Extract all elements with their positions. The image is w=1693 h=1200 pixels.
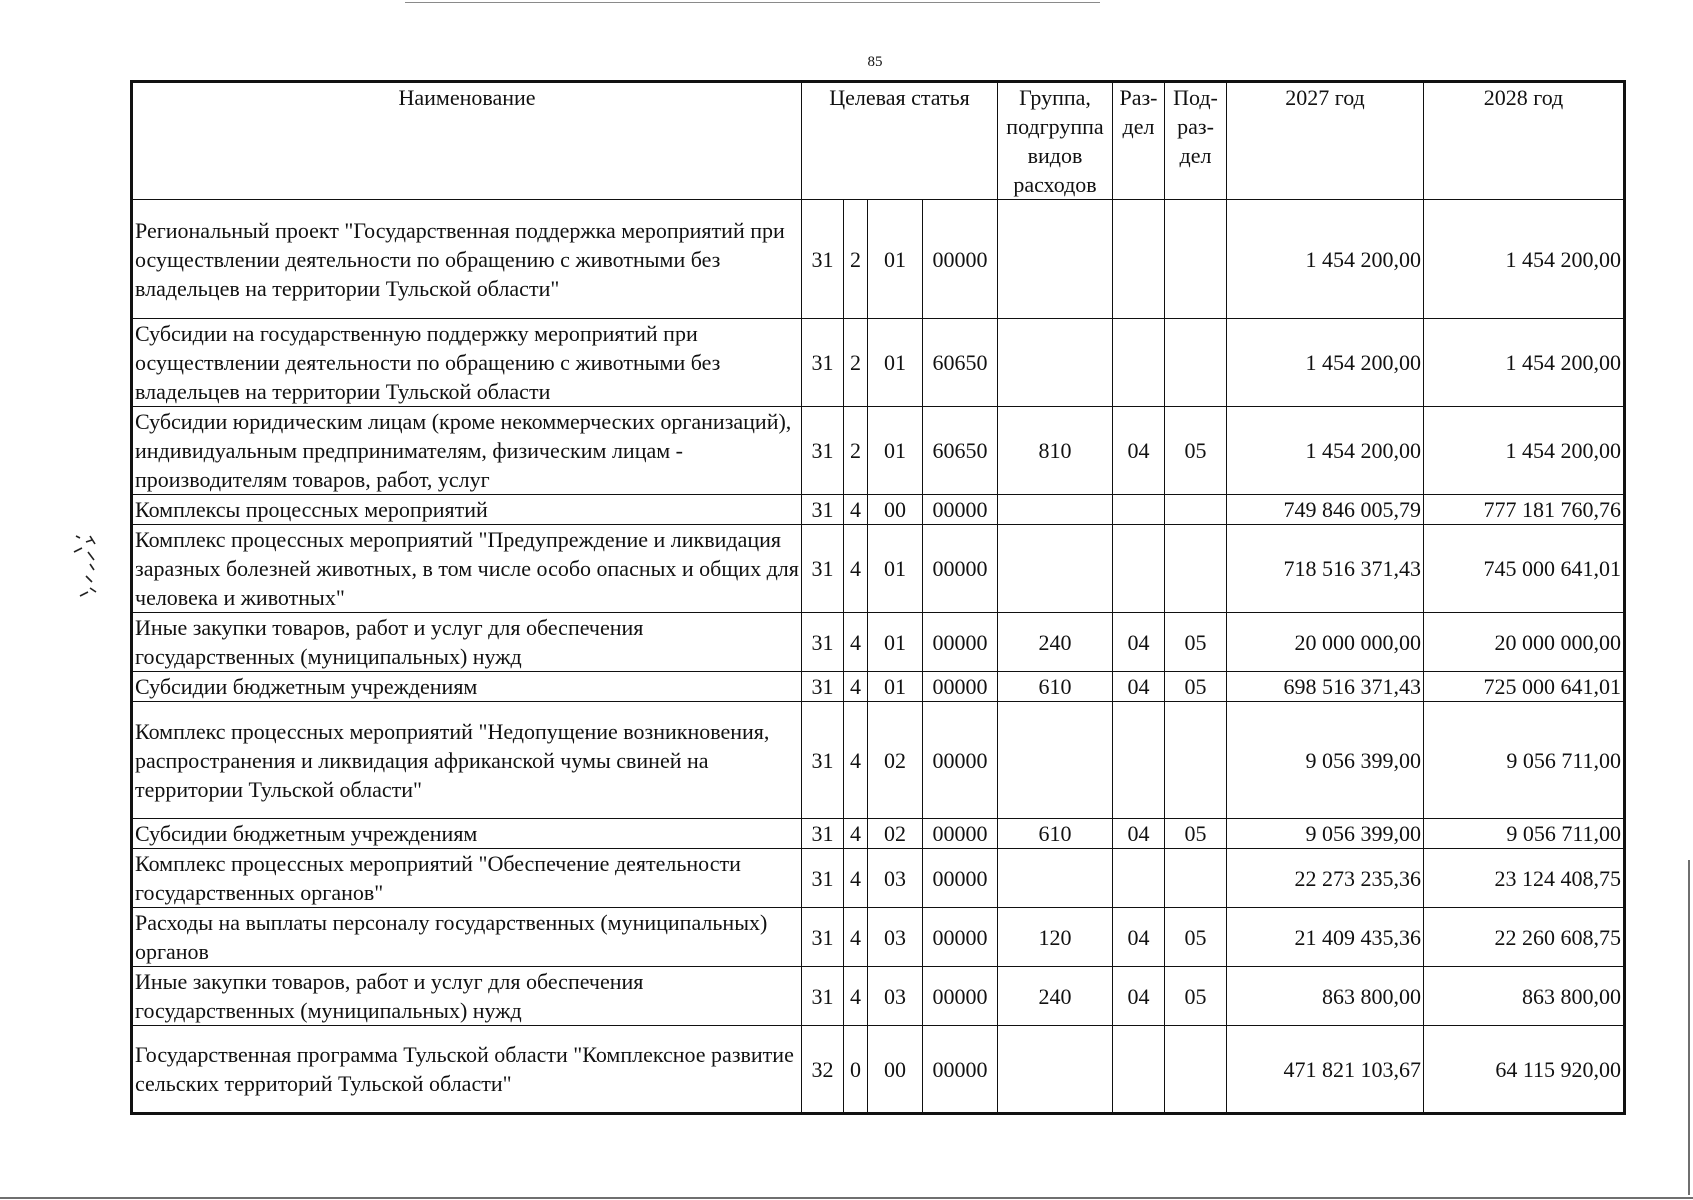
row-value-2027: 471 821 103,67	[1227, 1026, 1424, 1114]
row-group: 240	[998, 613, 1113, 672]
row-code-program: 31	[802, 525, 844, 613]
row-code-event: 02	[868, 819, 923, 849]
header-2027: 2027 год	[1227, 82, 1424, 200]
table-row	[132, 702, 1625, 819]
row-group	[998, 702, 1113, 819]
row-name: Субсидии на государственную поддержку мероприятий при осуществлении деятельности по обращению с животными без владельцев на территории Тульской области	[132, 319, 802, 407]
budget-table	[130, 80, 1626, 1115]
row-code-subprogram: 4	[844, 495, 868, 525]
row-name: Субсидии юридическим лицам (кроме некоммерческих организаций), индивидуальным предпринимателям, физическим лицам - производителям товаров, работ, услуг	[132, 407, 802, 495]
row-code-program: 31	[802, 200, 844, 319]
row-code-direction: 00000	[923, 525, 998, 613]
row-code-program: 31	[802, 613, 844, 672]
row-name: Иные закупки товаров, работ и услуг для обеспечения государственных (муниципальных) нужд	[132, 967, 802, 1026]
row-subsection	[1165, 1026, 1227, 1114]
row-code-program: 31	[802, 967, 844, 1026]
table-row	[132, 407, 1625, 495]
row-code-event: 01	[868, 407, 923, 495]
row-code-subprogram: 2	[844, 407, 868, 495]
row-section	[1113, 525, 1165, 613]
row-subsection: 05	[1165, 819, 1227, 849]
row-code-subprogram: 4	[844, 967, 868, 1026]
row-value-2028: 20 000 000,00	[1424, 613, 1625, 672]
row-code-event: 01	[868, 525, 923, 613]
row-value-2028: 1 454 200,00	[1424, 407, 1625, 495]
header-name: Наименование	[132, 82, 802, 200]
row-value-2028: 9 056 711,00	[1424, 702, 1625, 819]
row-code-program: 31	[802, 702, 844, 819]
row-code-event: 01	[868, 672, 923, 702]
row-code-direction: 00000	[923, 200, 998, 319]
row-code-subprogram: 4	[844, 908, 868, 967]
row-group: 610	[998, 819, 1113, 849]
row-code-direction: 00000	[923, 849, 998, 908]
header-group: Группа, подгруппа видов расходов	[998, 82, 1113, 200]
row-group	[998, 495, 1113, 525]
row-name: Субсидии бюджетным учреждениям	[132, 819, 802, 849]
table-row	[132, 319, 1625, 407]
row-code-direction: 00000	[923, 672, 998, 702]
scan-bottom-line	[0, 1197, 1693, 1199]
header-row	[132, 82, 1625, 200]
row-value-2028: 1 454 200,00	[1424, 200, 1625, 319]
row-name: Комплекс процессных мероприятий "Недопущение возникновения, распространения и ликвидация африканской чумы свиней на территории Тульской области"	[132, 702, 802, 819]
row-group	[998, 525, 1113, 613]
row-code-subprogram: 4	[844, 672, 868, 702]
scan-right-line	[1688, 860, 1690, 1195]
row-subsection	[1165, 702, 1227, 819]
row-value-2028: 9 056 711,00	[1424, 819, 1625, 849]
row-code-direction: 60650	[923, 319, 998, 407]
row-code-event: 03	[868, 849, 923, 908]
row-subsection: 05	[1165, 672, 1227, 702]
row-value-2027: 718 516 371,43	[1227, 525, 1424, 613]
row-value-2027: 20 000 000,00	[1227, 613, 1424, 672]
table-row	[132, 908, 1625, 967]
row-code-program: 31	[802, 908, 844, 967]
row-code-program: 32	[802, 1026, 844, 1114]
row-code-direction: 00000	[923, 967, 998, 1026]
row-code-subprogram: 2	[844, 200, 868, 319]
table-row	[132, 200, 1625, 319]
row-name: Субсидии бюджетным учреждениям	[132, 672, 802, 702]
header-section: Раз-дел	[1113, 82, 1165, 200]
row-subsection: 05	[1165, 613, 1227, 672]
row-value-2027: 1 454 200,00	[1227, 319, 1424, 407]
row-code-direction: 00000	[923, 702, 998, 819]
row-code-event: 02	[868, 702, 923, 819]
row-code-event: 00	[868, 495, 923, 525]
row-value-2027: 1 454 200,00	[1227, 407, 1424, 495]
row-value-2027: 1 454 200,00	[1227, 200, 1424, 319]
row-code-program: 31	[802, 407, 844, 495]
row-code-event: 03	[868, 967, 923, 1026]
row-subsection	[1165, 525, 1227, 613]
row-subsection	[1165, 495, 1227, 525]
row-subsection: 05	[1165, 407, 1227, 495]
margin-pen-marks	[62, 530, 122, 620]
row-name: Комплексы процессных мероприятий	[132, 495, 802, 525]
row-code-direction: 00000	[923, 1026, 998, 1114]
row-value-2027: 698 516 371,43	[1227, 672, 1424, 702]
header-subsection: Под-раз-дел	[1165, 82, 1227, 200]
table-row	[132, 672, 1625, 702]
row-subsection: 05	[1165, 967, 1227, 1026]
row-code-subprogram: 0	[844, 1026, 868, 1114]
row-code-event: 01	[868, 613, 923, 672]
row-code-direction: 00000	[923, 908, 998, 967]
row-section	[1113, 495, 1165, 525]
table-row	[132, 819, 1625, 849]
row-section: 04	[1113, 908, 1165, 967]
row-code-subprogram: 4	[844, 525, 868, 613]
row-code-direction: 00000	[923, 613, 998, 672]
row-value-2028: 22 260 608,75	[1424, 908, 1625, 967]
row-section: 04	[1113, 613, 1165, 672]
row-name: Государственная программа Тульской области "Комплексное развитие сельских территорий Тульской области"	[132, 1026, 802, 1114]
row-value-2027: 9 056 399,00	[1227, 819, 1424, 849]
table-row	[132, 849, 1625, 908]
row-code-direction: 60650	[923, 407, 998, 495]
row-value-2028: 1 454 200,00	[1424, 319, 1625, 407]
row-value-2028: 725 000 641,01	[1424, 672, 1625, 702]
row-subsection: 05	[1165, 908, 1227, 967]
row-code-program: 31	[802, 672, 844, 702]
table-row	[132, 525, 1625, 613]
row-value-2027: 9 056 399,00	[1227, 702, 1424, 819]
row-group	[998, 1026, 1113, 1114]
row-section	[1113, 702, 1165, 819]
row-section: 04	[1113, 407, 1165, 495]
row-code-subprogram: 4	[844, 613, 868, 672]
row-group: 810	[998, 407, 1113, 495]
row-value-2027: 749 846 005,79	[1227, 495, 1424, 525]
row-value-2027: 22 273 235,36	[1227, 849, 1424, 908]
row-code-program: 31	[802, 819, 844, 849]
row-code-subprogram: 4	[844, 702, 868, 819]
row-group	[998, 849, 1113, 908]
row-section: 04	[1113, 967, 1165, 1026]
row-code-event: 01	[868, 200, 923, 319]
row-code-program: 31	[802, 495, 844, 525]
row-code-subprogram: 2	[844, 319, 868, 407]
row-name: Иные закупки товаров, работ и услуг для обеспечения государственных (муниципальных) нужд	[132, 613, 802, 672]
row-name: Региональный проект "Государственная поддержка мероприятий при осуществлении деятельности по обращению с животными без владельцев на территории Тульской области"	[132, 200, 802, 319]
table-row	[132, 967, 1625, 1026]
page-number: 85	[867, 54, 883, 70]
row-value-2028: 23 124 408,75	[1424, 849, 1625, 908]
row-group: 120	[998, 908, 1113, 967]
row-value-2028: 64 115 920,00	[1424, 1026, 1625, 1114]
table-row	[132, 613, 1625, 672]
row-group	[998, 200, 1113, 319]
row-subsection	[1165, 319, 1227, 407]
row-section	[1113, 1026, 1165, 1114]
row-code-subprogram: 4	[844, 849, 868, 908]
row-section: 04	[1113, 672, 1165, 702]
row-group	[998, 319, 1113, 407]
row-value-2027: 21 409 435,36	[1227, 908, 1424, 967]
table-row	[132, 495, 1625, 525]
row-code-subprogram: 4	[844, 819, 868, 849]
scan-top-line	[405, 2, 1100, 3]
row-group: 610	[998, 672, 1113, 702]
row-code-event: 01	[868, 319, 923, 407]
row-section	[1113, 319, 1165, 407]
row-name: Комплекс процессных мероприятий "Предупреждение и ликвидация заразных болезней животных, в том числе особо опасных и общих для человека и животных"	[132, 525, 802, 613]
row-name: Комплекс процессных мероприятий "Обеспечение деятельности государственных органов"	[132, 849, 802, 908]
row-value-2028: 863 800,00	[1424, 967, 1625, 1026]
row-subsection	[1165, 849, 1227, 908]
row-value-2027: 863 800,00	[1227, 967, 1424, 1026]
row-value-2028: 745 000 641,01	[1424, 525, 1625, 613]
row-section	[1113, 200, 1165, 319]
row-code-event: 03	[868, 908, 923, 967]
table-row	[132, 1026, 1625, 1114]
header-target-article: Целевая статья	[802, 82, 998, 200]
row-code-program: 31	[802, 319, 844, 407]
row-section: 04	[1113, 819, 1165, 849]
row-code-program: 31	[802, 849, 844, 908]
header-2028: 2028 год	[1424, 82, 1625, 200]
row-subsection	[1165, 200, 1227, 319]
row-section	[1113, 849, 1165, 908]
row-group: 240	[998, 967, 1113, 1026]
row-code-direction: 00000	[923, 495, 998, 525]
row-code-event: 00	[868, 1026, 923, 1114]
row-code-direction: 00000	[923, 819, 998, 849]
row-name: Расходы на выплаты персоналу государственных (муниципальных) органов	[132, 908, 802, 967]
row-value-2028: 777 181 760,76	[1424, 495, 1625, 525]
